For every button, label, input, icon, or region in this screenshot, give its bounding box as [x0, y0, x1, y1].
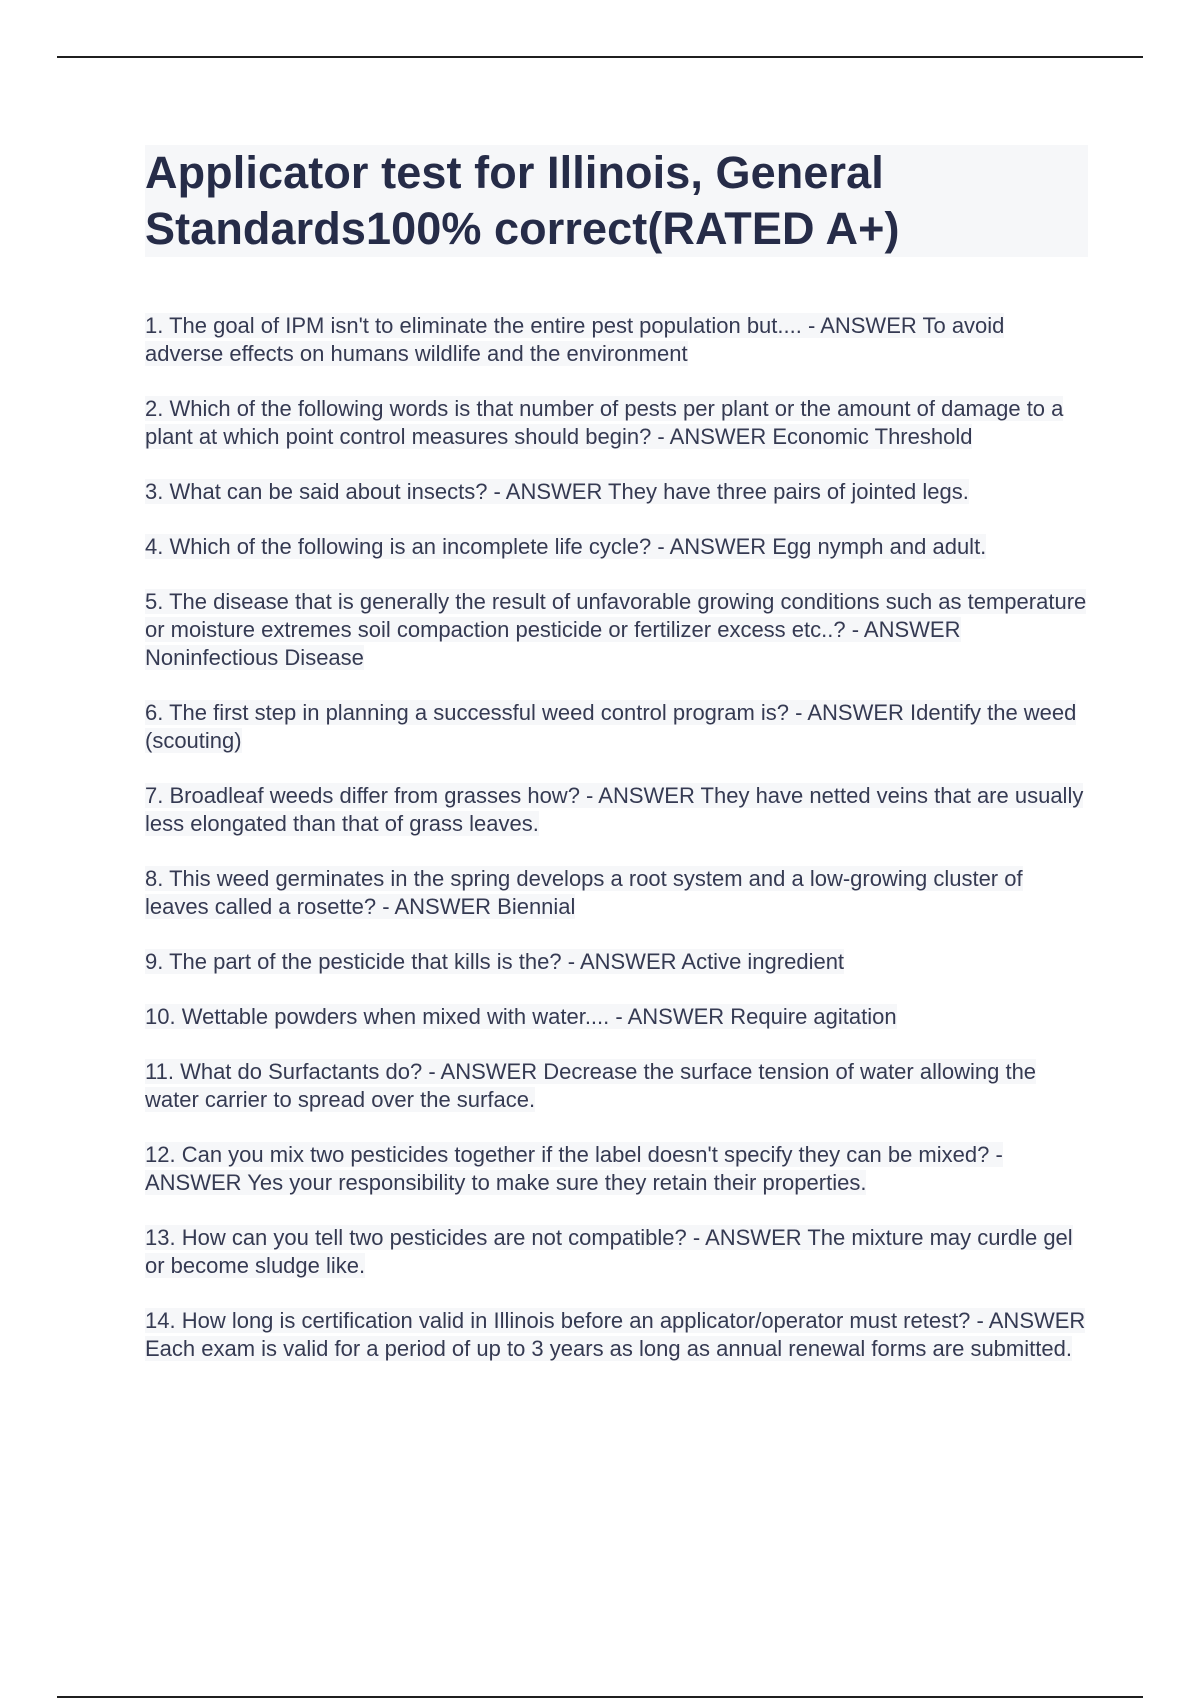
qa-text: 13. How can you tell two pesticides are not compatible? - ANSWER The mixture may curdle gel or become sludge like.: [145, 1225, 1073, 1278]
qa-item: [145, 1003, 1088, 1031]
qa-item: [145, 1058, 1088, 1114]
qa-text: 6. The first step in planning a successful weed control program is? - ANSWER Identify the weed (scouting): [145, 700, 1077, 753]
qa-text: 2. Which of the following words is that number of pests per plant or the amount of damage to a plant at which point control measures should begin? - ANSWER Economic Threshold: [145, 396, 1064, 449]
qa-text: 3. What can be said about insects? - ANSWER They have three pairs of jointed legs.: [145, 479, 969, 504]
qa-item: [145, 865, 1088, 921]
qa-text: 8. This weed germinates in the spring develops a root system and a low-growing cluster of leaves called a rosette? - ANSWER Biennial: [145, 866, 1023, 919]
qa-item: [145, 1141, 1088, 1197]
qa-item: [145, 588, 1088, 672]
qa-text: 4. Which of the following is an incomplete life cycle? - ANSWER Egg nymph and adult.: [145, 534, 987, 559]
bottom-divider: [57, 1696, 1143, 1698]
qa-item: [145, 699, 1088, 755]
top-divider: [57, 56, 1143, 58]
qa-text: 9. The part of the pesticide that kills is the? - ANSWER Active ingredient: [145, 949, 845, 974]
document-title: Applicator test for Illinois, General Standards100% correct(RATED A+): [145, 147, 900, 254]
qa-item: [145, 395, 1088, 451]
qa-text: 5. The disease that is generally the result of unfavorable growing conditions such as temperature or moisture extremes soil compaction pesticide or fertilizer excess etc..? - ANSWER Noninfectious Disease: [145, 589, 1087, 670]
qa-item: [145, 312, 1088, 368]
question-answer-list: [145, 312, 1088, 1390]
title-block: [145, 145, 1088, 257]
qa-text: 1. The goal of IPM isn't to eliminate the entire pest population but.... - ANSWER To avoid adverse effects on humans wildlife and the environment: [145, 313, 1005, 366]
qa-text: 11. What do Surfactants do? - ANSWER Decrease the surface tension of water allowing the water carrier to spread over the surface.: [145, 1059, 1037, 1112]
qa-item: [145, 782, 1088, 838]
qa-text: 12. Can you mix two pesticides together if the label doesn't specify they can be mixed? - ANSWER Yes your responsibility to make sure they retain their properties.: [145, 1142, 1003, 1195]
qa-text: 10. Wettable powders when mixed with water.... - ANSWER Require agitation: [145, 1004, 897, 1029]
qa-item: [145, 1224, 1088, 1280]
qa-item: [145, 1307, 1088, 1363]
qa-item: [145, 478, 1088, 506]
qa-item: [145, 948, 1088, 976]
qa-item: [145, 533, 1088, 561]
qa-text: 14. How long is certification valid in Illinois before an applicator/operator must retest? - ANSWER Each exam is valid for a period of up to 3 years as long as annual renewal forms are submitted.: [145, 1308, 1086, 1361]
qa-text: 7. Broadleaf weeds differ from grasses how? - ANSWER They have netted veins that are usually less elongated than that of grass leaves.: [145, 783, 1084, 836]
